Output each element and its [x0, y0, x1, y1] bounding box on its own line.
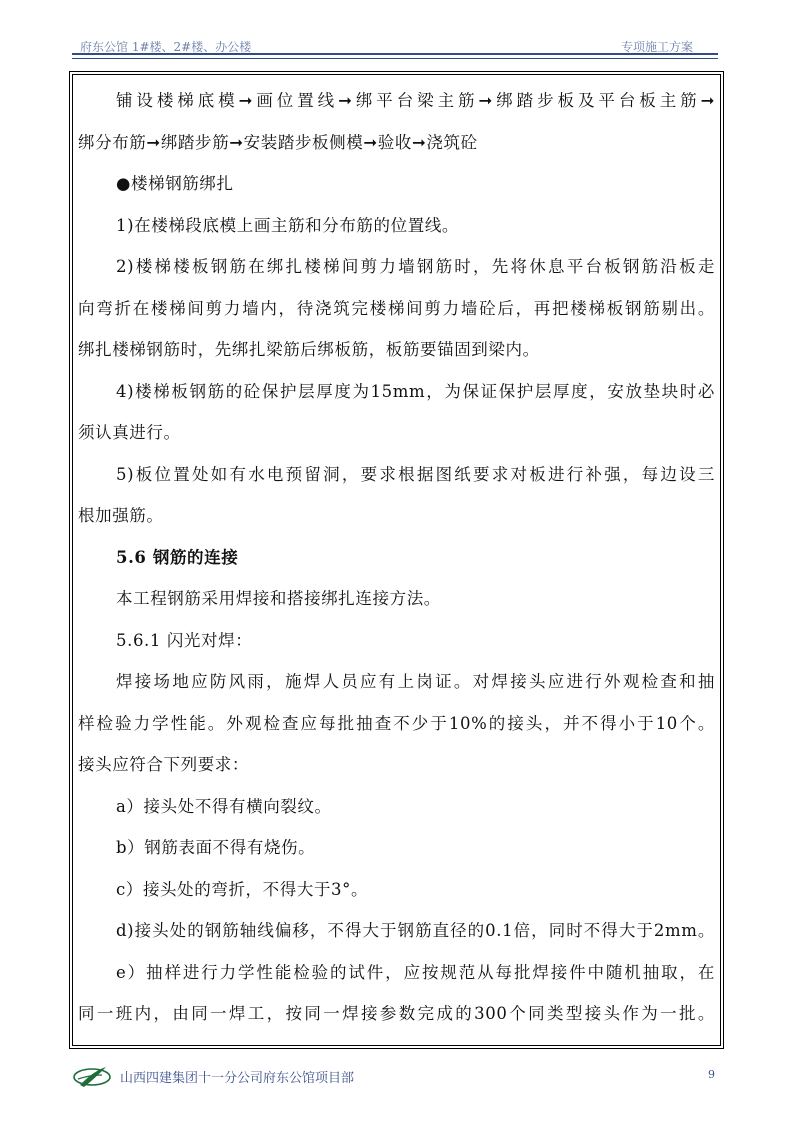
text-line: 2)楼梯楼板钢筋在绑扎楼梯间剪力墙钢筋时，先将休息平台板钢筋沿板走 [116, 257, 715, 276]
text-line: a）接头处不得有横向裂纹。 [116, 796, 332, 816]
text-line: 绑扎楼梯钢筋时，先绑扎梁筋后绑板筋，板筋要锚固到梁内。 [78, 340, 540, 359]
header-left-title: 府东公馆 1#楼、2#楼、办公楼 [80, 40, 252, 54]
text-line: e）抽样进行力学性能检验的试件，应按规范从每批焊接件中随机抽取，在 [116, 962, 715, 982]
content-frame [69, 71, 724, 1049]
header-right-title: 专项施工方案 [620, 40, 693, 54]
text-line: 样检验力学性能。外观检查应每批抽查不少于10%的接头，并不得小于10个。 [78, 713, 715, 733]
text-line: d)接头处的钢筋轴线偏移，不得大于钢筋直径的0.1倍，同时不得大于2mm。 [116, 921, 715, 940]
text-line: 须认真进行。 [78, 423, 181, 442]
text-line: 焊接场地应防风雨，施焊人员应有上岗证。对焊接头应进行外观检查和抽 [116, 672, 715, 691]
text-line: 4)楼梯板钢筋的砼保护层厚度为15mm，为保证保护层厚度，安放垫块时必 [116, 381, 715, 401]
section-heading: 5.6 钢筋的连接 [116, 547, 239, 567]
text-line: 铺设楼梯底模➞画位置线➞绑平台梁主筋➞绑踏步板及平台板主筋➞ [116, 91, 715, 110]
text-line: 绑分布筋➞绑踏步筋➞安装踏步板侧模➞验收➞浇筑砼 [78, 132, 478, 152]
footer-company-name: 山西四建集团十一分公司府东公馆项目部 [120, 1071, 355, 1086]
text-line: 1)在楼梯段底模上画主筋和分布筋的位置线。 [116, 215, 460, 235]
header-rule-thick [72, 53, 718, 55]
text-line: 向弯折在楼梯间剪力墙内，待浇筑完楼梯间剪力墙砼后，再把楼梯板钢筋剔出。 [78, 298, 715, 318]
text-line: b）钢筋表面不得有烧伤。 [116, 838, 316, 857]
text-line: 5)板位置处如有水电预留洞，要求根据图纸要求对板进行补强，每边设三 [116, 464, 715, 484]
header-rule-thin [72, 58, 718, 59]
text-line: c）接头处的弯折，不得大于3°。 [116, 879, 369, 899]
company-logo-icon [72, 1063, 112, 1089]
text-line: ●楼梯钢筋绑扎 [116, 174, 234, 193]
page-number: 9 [708, 1068, 715, 1081]
text-line: 本工程钢筋采用焊接和搭接绑扎连接方法。 [116, 589, 441, 608]
text-line: 5.6.1 闪光对焊： [116, 630, 253, 650]
text-line: 接头应符合下列要求： [78, 755, 249, 774]
text-line: 根加强筋。 [78, 506, 164, 525]
document-body [78, 80, 715, 1035]
text-line: 同一班内，由同一焊工，按同一焊接参数完成的300个同类型接头作为一批。 [78, 1004, 715, 1023]
